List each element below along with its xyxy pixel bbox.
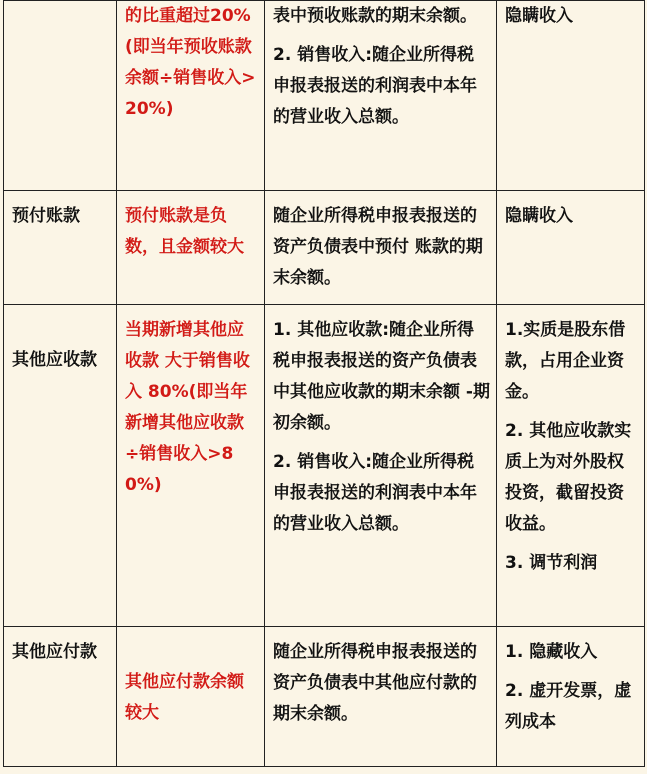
source-line: 随企业所得税申报表报送的资产负债表中预付 账款的期末余额。 <box>273 206 483 288</box>
source-line: 表中预收账款的期末余额。 <box>273 6 477 26</box>
condition-cell: 其他应付款余额较大 <box>117 627 265 767</box>
table-row <box>4 305 645 627</box>
row-name-cell: 其他应付款 <box>4 627 117 767</box>
risk-line: 2. 其他应收款实质上为对外股权 投资，截留投资收益。 <box>505 421 632 534</box>
risk-line: 1. 隐藏收入 <box>505 642 598 662</box>
risk-cell <box>497 627 645 767</box>
risk-cell <box>497 1 645 191</box>
source-line: 2. 销售收入:随企业所得税申报表报送的利润表中本年的营业收入总额。 <box>273 45 477 127</box>
source-line: 1. 其他应收款:随企业所得税申报表报送的资产负债表中其他应收款的期末余额 -期初余额。 <box>273 320 490 433</box>
risk-line: 隐瞒收入 <box>505 206 573 226</box>
data-source-cell <box>265 191 497 305</box>
data-source-cell <box>265 1 497 191</box>
risk-line: 3. 调节利润 <box>505 553 598 573</box>
row-name-cell: 预付账款 <box>4 191 117 305</box>
table-row <box>4 627 645 767</box>
risk-line: 隐瞒收入 <box>505 6 573 26</box>
row-name-cell <box>4 1 117 191</box>
source-line: 随企业所得税申报表报送的资产负债表中其他应付款的期末余额。 <box>273 642 477 724</box>
condition-cell: 预付账款是负数，且金额较大 <box>117 191 265 305</box>
tax-risk-table <box>3 0 645 767</box>
condition-cell: 当期新增其他应收款 大于销售收入 80%(即当年新增其他应收款÷销售收入>80%) <box>117 305 265 627</box>
source-line: 2. 销售收入:随企业所得税申报表报送的利润表中本年的营业收入总额。 <box>273 452 477 534</box>
table-row <box>4 1 645 191</box>
risk-cell <box>497 191 645 305</box>
table-row <box>4 191 645 305</box>
row-name-cell: 其他应收款 <box>4 305 117 627</box>
condition-cell: 的比重超过20%(即当年预收账款余额÷销售收入>20%) <box>117 1 265 191</box>
data-source-cell <box>265 305 497 627</box>
risk-line: 1.实质是股东借款，占用企业资金。 <box>505 320 626 402</box>
risk-cell <box>497 305 645 627</box>
data-source-cell <box>265 627 497 767</box>
risk-line: 2. 虚开发票，虚列成本 <box>505 681 632 732</box>
